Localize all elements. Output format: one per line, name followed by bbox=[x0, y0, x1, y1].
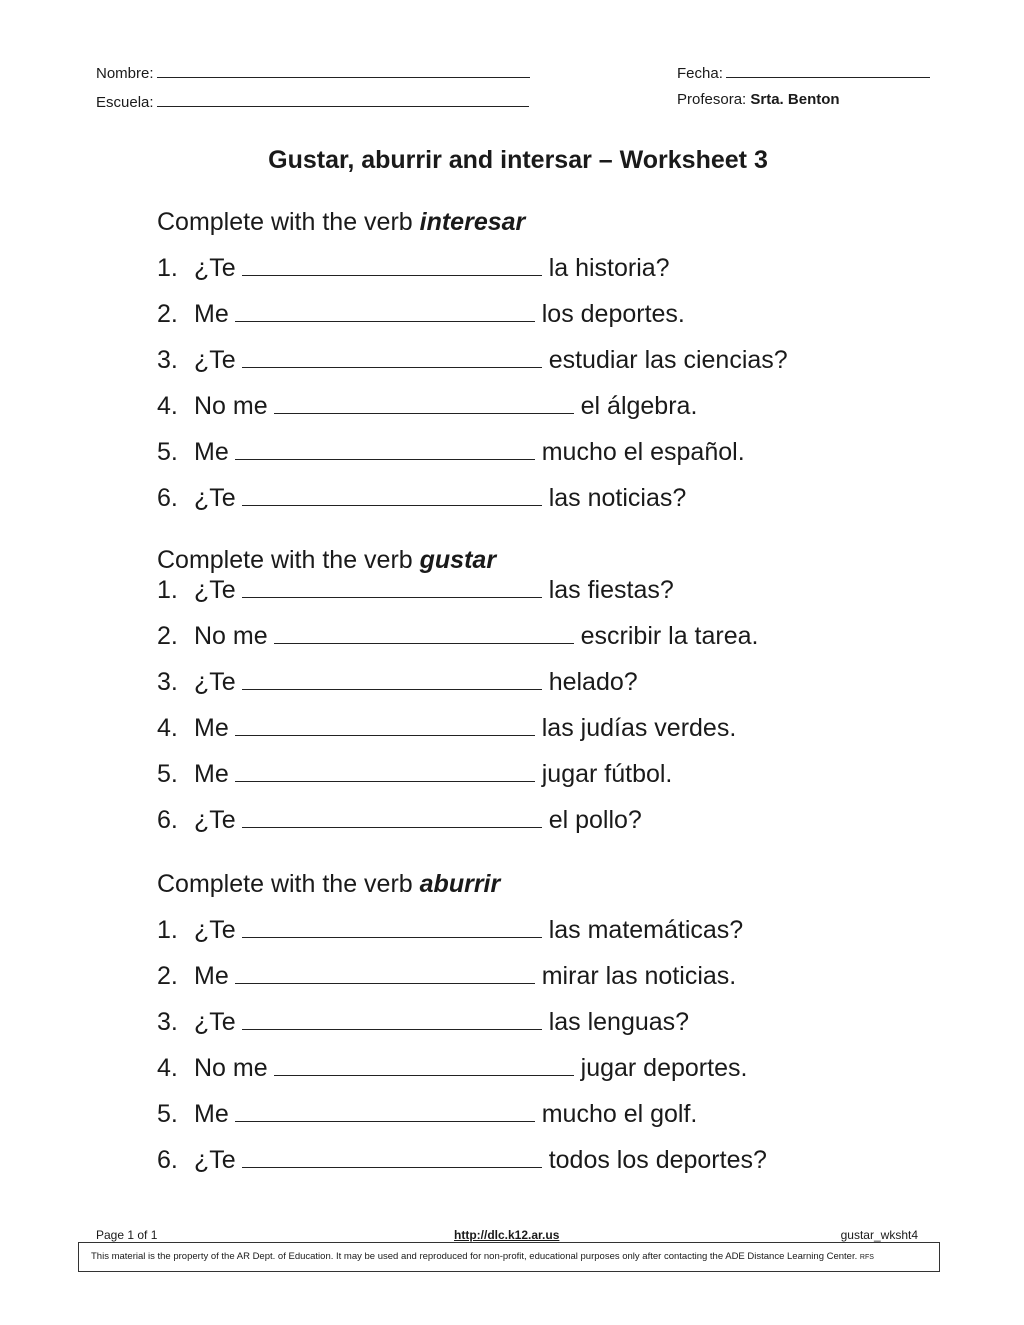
item-prefix: Me bbox=[194, 1100, 229, 1128]
item-suffix: mirar las noticias. bbox=[541, 962, 737, 990]
item-number: 5. bbox=[157, 1100, 178, 1128]
item-number: 1. bbox=[157, 916, 178, 944]
item-prefix: ¿Te bbox=[194, 806, 236, 834]
item-number: 6. bbox=[157, 1146, 178, 1174]
item-prefix: Me bbox=[194, 962, 229, 990]
date-label: Fecha: bbox=[677, 65, 723, 82]
section-heading bbox=[157, 207, 957, 237]
file-name: gustar_wksht4 bbox=[840, 1228, 918, 1242]
item-suffix: mucho el español. bbox=[541, 438, 745, 466]
item-prefix: No me bbox=[194, 622, 268, 650]
exercise-item bbox=[157, 915, 957, 961]
item-suffix: jugar deportes. bbox=[580, 1054, 748, 1082]
answer-blank[interactable] bbox=[242, 575, 542, 598]
answer-blank[interactable] bbox=[242, 667, 542, 690]
section-gustar bbox=[157, 545, 957, 851]
section-heading bbox=[157, 545, 957, 575]
item-number: 3. bbox=[157, 668, 178, 696]
item-suffix: las fiestas? bbox=[548, 576, 674, 604]
item-prefix: Me bbox=[194, 438, 229, 466]
answer-blank[interactable] bbox=[235, 759, 535, 782]
answer-blank[interactable] bbox=[235, 1099, 535, 1122]
name-field[interactable] bbox=[96, 62, 530, 82]
item-number: 1. bbox=[157, 576, 178, 604]
item-suffix: todos los deportes? bbox=[548, 1146, 767, 1174]
item-suffix: el pollo? bbox=[548, 806, 642, 834]
exercise-item bbox=[157, 759, 957, 805]
answer-blank[interactable] bbox=[235, 961, 535, 984]
section-verb: interesar bbox=[419, 208, 526, 236]
exercise-item bbox=[157, 961, 957, 1007]
school-label: Escuela: bbox=[96, 94, 154, 111]
item-number: 5. bbox=[157, 438, 178, 466]
section-aburrir bbox=[157, 869, 957, 1191]
item-prefix: No me bbox=[194, 1054, 268, 1082]
item-number: 3. bbox=[157, 346, 178, 374]
exercise-item bbox=[157, 483, 957, 529]
school-field[interactable] bbox=[96, 91, 529, 111]
item-number: 2. bbox=[157, 962, 178, 990]
item-suffix: jugar fútbol. bbox=[541, 760, 673, 788]
exercise-item bbox=[157, 713, 957, 759]
footer-info bbox=[96, 1228, 918, 1242]
answer-blank[interactable] bbox=[242, 1145, 542, 1168]
exercise-item bbox=[157, 391, 957, 437]
answer-blank[interactable] bbox=[274, 1053, 574, 1076]
item-number: 2. bbox=[157, 300, 178, 328]
footer-link[interactable]: http://dlc.k12.ar.us bbox=[454, 1228, 560, 1242]
item-suffix: los deportes. bbox=[541, 300, 685, 328]
exercise-item bbox=[157, 667, 957, 713]
exercise-item bbox=[157, 621, 957, 667]
answer-blank[interactable] bbox=[235, 437, 535, 460]
item-suffix: helado? bbox=[548, 668, 638, 696]
item-prefix: Me bbox=[194, 714, 229, 742]
section-prefix: Complete with the verb bbox=[157, 208, 413, 236]
notice-text: This material is the property of the AR Dept. of Education. It may be used and reproduced for non-profit, educational purposes only after contacting the ADE Distance Learning Center. bbox=[91, 1251, 858, 1262]
item-prefix: ¿Te bbox=[194, 254, 236, 282]
item-suffix: las matemáticas? bbox=[548, 916, 744, 944]
answer-blank[interactable] bbox=[242, 915, 542, 938]
exercise-item bbox=[157, 1099, 957, 1145]
exercise-item bbox=[157, 253, 957, 299]
answer-blank[interactable] bbox=[242, 1007, 542, 1030]
item-prefix: Me bbox=[194, 760, 229, 788]
answer-blank[interactable] bbox=[242, 483, 542, 506]
name-label: Nombre: bbox=[96, 65, 154, 82]
date-field[interactable] bbox=[677, 62, 930, 82]
item-suffix: las lenguas? bbox=[548, 1008, 690, 1036]
answer-blank[interactable] bbox=[242, 345, 542, 368]
item-prefix: ¿Te bbox=[194, 1008, 236, 1036]
answer-blank[interactable] bbox=[242, 805, 542, 828]
item-number: 2. bbox=[157, 622, 178, 650]
item-suffix: las noticias? bbox=[548, 484, 687, 512]
item-number: 4. bbox=[157, 1054, 178, 1082]
item-number: 4. bbox=[157, 714, 178, 742]
answer-blank[interactable] bbox=[242, 253, 542, 276]
section-heading bbox=[157, 869, 957, 899]
teacher-field bbox=[677, 91, 840, 108]
item-number: 4. bbox=[157, 392, 178, 420]
item-prefix: ¿Te bbox=[194, 346, 236, 374]
answer-blank[interactable] bbox=[235, 713, 535, 736]
section-verb: aburrir bbox=[419, 870, 501, 898]
exercise-item bbox=[157, 1053, 957, 1099]
exercise-item bbox=[157, 1145, 957, 1191]
section-interesar bbox=[157, 207, 957, 529]
item-suffix: el álgebra. bbox=[580, 392, 698, 420]
teacher-name: Srta. Benton bbox=[750, 91, 840, 108]
name-blank[interactable] bbox=[157, 62, 530, 78]
item-prefix: ¿Te bbox=[194, 484, 236, 512]
copyright-notice bbox=[78, 1242, 940, 1272]
date-blank[interactable] bbox=[726, 62, 930, 78]
item-suffix: la historia? bbox=[548, 254, 670, 282]
item-number: 6. bbox=[157, 806, 178, 834]
section-prefix: Complete with the verb bbox=[157, 546, 413, 574]
page-number: Page 1 of 1 bbox=[96, 1228, 158, 1242]
item-prefix: Me bbox=[194, 300, 229, 328]
answer-blank[interactable] bbox=[235, 299, 535, 322]
teacher-label: Profesora: bbox=[677, 91, 747, 108]
author-initials: RFS bbox=[859, 1254, 874, 1261]
item-prefix: ¿Te bbox=[194, 576, 236, 604]
school-blank[interactable] bbox=[157, 91, 529, 107]
exercise-item bbox=[157, 345, 957, 391]
item-prefix: ¿Te bbox=[194, 916, 236, 944]
section-verb: gustar bbox=[419, 546, 497, 574]
item-number: 1. bbox=[157, 254, 178, 282]
item-prefix: ¿Te bbox=[194, 668, 236, 696]
exercise-item bbox=[157, 1007, 957, 1053]
item-number: 3. bbox=[157, 1008, 178, 1036]
answer-blank[interactable] bbox=[274, 391, 574, 414]
item-suffix: estudiar las ciencias? bbox=[548, 346, 788, 374]
answer-blank[interactable] bbox=[274, 621, 574, 644]
item-number: 5. bbox=[157, 760, 178, 788]
item-suffix: escribir la tarea. bbox=[580, 622, 759, 650]
exercise-item bbox=[157, 299, 957, 345]
item-prefix: No me bbox=[194, 392, 268, 420]
exercise-item bbox=[157, 805, 957, 851]
exercise-item bbox=[157, 437, 957, 483]
section-prefix: Complete with the verb bbox=[157, 870, 413, 898]
item-suffix: las judías verdes. bbox=[541, 714, 737, 742]
exercise-item bbox=[157, 575, 957, 621]
item-number: 6. bbox=[157, 484, 178, 512]
page-title: Gustar, aburrir and intersar – Worksheet 3 bbox=[268, 146, 768, 174]
item-suffix: mucho el golf. bbox=[541, 1100, 698, 1128]
item-prefix: ¿Te bbox=[194, 1146, 236, 1174]
